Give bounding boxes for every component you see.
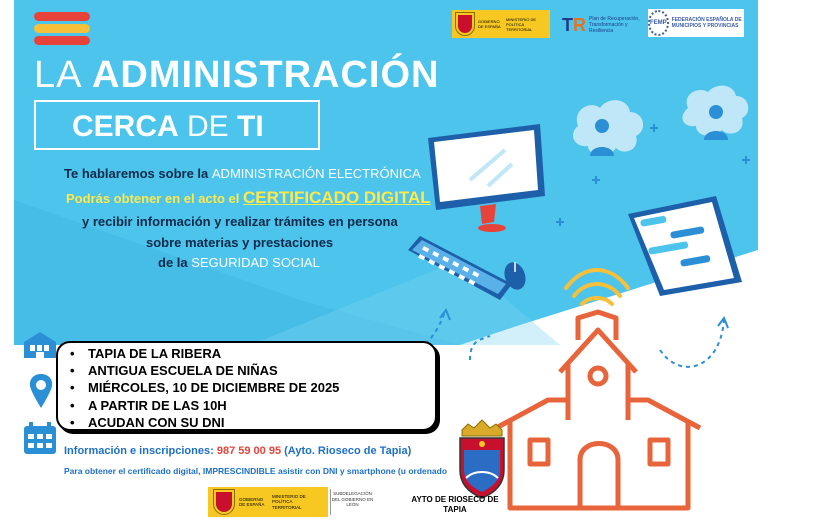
- event-details-list: [70, 345, 435, 431]
- coat-of-arms-icon: [460, 420, 504, 498]
- subdelegacion-logo: SUBDELEGACIÓN DEL GOBIERNO EN LEÓN: [330, 489, 374, 515]
- prtr-logo-mark-t: T: [562, 14, 573, 35]
- list-item: • TAPIA DE LA RIBERA: [70, 345, 435, 362]
- desc-line-1-b: ADMINISTRACIÓN ELECTRÓNICA: [211, 166, 421, 181]
- femp-logo-text: FEDERACIÓN ESPAÑOLA DE MUNICIPIOS Y PROVINCIAS: [671, 17, 742, 29]
- contact-place: (Ayto. Rioseco de Tapia): [284, 445, 412, 457]
- requirement-note: Para obtener el certificado digital, IMPRESCINDIBLE asistir con DNI y smartphone (u ordenado: [64, 466, 448, 476]
- description-line-3: y recibir información y realizar trámites en persona: [82, 214, 398, 229]
- desc-line-1-a: Te hablaremos sobre la: [64, 166, 209, 181]
- calendar-icon: [24, 422, 56, 454]
- title-part-2: ADMINISTRACIÓN: [91, 54, 440, 96]
- prtr-logo-text: Plan de Recuperación, Transformación y Resiliencia: [589, 16, 640, 34]
- contact-phone: 987 59 00 95: [216, 445, 282, 457]
- list-item: • MIÉRCOLES, 10 DE DICIEMBRE DE 2025: [70, 379, 435, 396]
- gobierno-logo-text: GOBIERNO DE ESPAÑA: [478, 19, 501, 29]
- desc-line-2-a: Podrás obtener en el acto el: [66, 191, 240, 206]
- femp-logo-mark: FEMP: [648, 10, 669, 36]
- description-line-5: [158, 255, 320, 270]
- prtr-logo-mark-r: R: [573, 14, 586, 35]
- subtitle-part-3: TI: [237, 110, 264, 143]
- poster-subtitle: [72, 110, 264, 144]
- event-details-box: [56, 341, 437, 431]
- femp-logo: [648, 9, 744, 37]
- prtr-logo-mark: [562, 15, 586, 36]
- shield-icon: [214, 490, 234, 514]
- gobierno-bottom-text: GOBIERNO DE ESPAÑA: [239, 496, 265, 507]
- shield-icon: [456, 13, 474, 35]
- desc-line-5-b: SEGURIDAD SOCIAL: [191, 255, 320, 270]
- ministerio-logo-text: MINISTERIO DE POLÍTICA TERRITORIAL: [506, 16, 537, 32]
- poster-title: [34, 54, 440, 97]
- list-item: • A PARTIR DE LAS 10H: [70, 397, 435, 414]
- gobierno-logo-bottom: [208, 487, 328, 517]
- prtr-logo: [562, 12, 642, 38]
- desc-line-5-a: de la: [158, 255, 188, 270]
- ayto-label: AYTO DE RIOSECO DE TAPIA: [411, 495, 499, 514]
- subtitle-part-2: DE: [187, 110, 229, 143]
- gobierno-logo: [452, 10, 550, 38]
- list-item: • ANTIGUA ESCUELA DE NIÑAS: [70, 362, 435, 379]
- description-line-2: [66, 188, 431, 208]
- spanish-flag-icon: [34, 12, 90, 48]
- location-pin-icon: [30, 374, 52, 408]
- description-line-4: sobre materias y prestaciones: [146, 235, 334, 250]
- list-item: • ACUDAN CON SU DNI: [70, 414, 435, 431]
- contact-info: [64, 445, 411, 457]
- subtitle-part-1: CERCA: [72, 110, 179, 143]
- title-part-1: LA: [34, 54, 81, 96]
- contact-label: Información e inscripciones:: [64, 445, 214, 457]
- certificado-digital-highlight: CERTIFICADO DIGITAL: [243, 188, 431, 207]
- ministerio-bottom-text: MINISTERIO DE POLÍTICA TERRITORIAL: [272, 493, 306, 510]
- description-line-1: [64, 166, 421, 181]
